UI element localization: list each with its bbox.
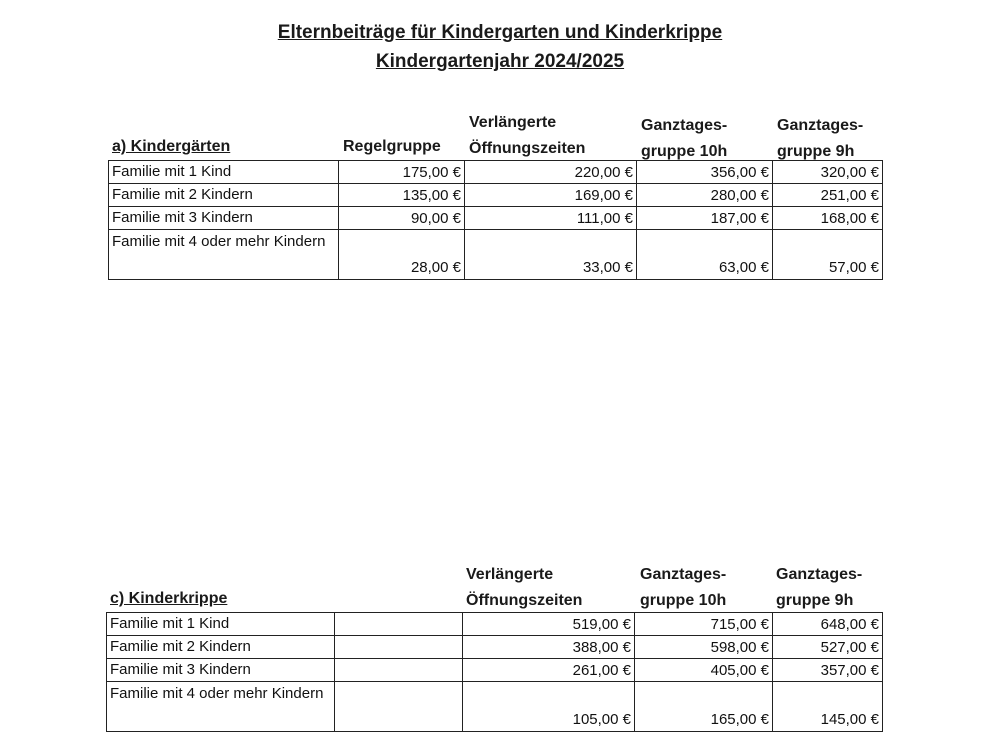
col-header-regelgruppe: Regelgruppe xyxy=(343,138,441,155)
row-label: Familie mit 2 Kindern xyxy=(109,184,339,207)
table-row xyxy=(109,161,883,184)
cell-ganztag10: 280,00 € xyxy=(637,184,773,207)
col-header-ganztag10-line2: gruppe 10h xyxy=(641,143,728,160)
kindergarten-table xyxy=(108,160,883,280)
cell-ganztag10: 187,00 € xyxy=(637,207,773,230)
cell-ganztag10: 165,00 € xyxy=(635,682,773,732)
row-label: Familie mit 3 Kindern xyxy=(109,207,339,230)
cell-ganztag10: 63,00 € xyxy=(637,230,773,280)
cell-verlaengerte: 220,00 € xyxy=(465,161,637,184)
cell-regelgruppe: 135,00 € xyxy=(339,184,465,207)
col-header-verlaengerte-line1: Verlängerte xyxy=(466,566,554,583)
col-header-verlaengerte-line2: Öffnungszeiten xyxy=(466,592,583,609)
row-label: Familie mit 4 oder mehr Kindern xyxy=(109,230,339,280)
cell-empty xyxy=(335,659,463,682)
cell-ganztag10: 356,00 € xyxy=(637,161,773,184)
col-header-ganztag10-line2: gruppe 10h xyxy=(640,592,727,609)
table-row xyxy=(109,230,883,280)
cell-empty xyxy=(335,613,463,636)
row-label: Familie mit 1 Kind xyxy=(107,613,335,636)
cell-ganztag9: 320,00 € xyxy=(773,161,883,184)
cell-ganztag9: 357,00 € xyxy=(773,659,883,682)
col-header-ganztag9-line1: Ganztages- xyxy=(776,566,863,583)
cell-regelgruppe: 175,00 € xyxy=(339,161,465,184)
document-title xyxy=(0,18,1000,76)
cell-empty xyxy=(335,682,463,732)
row-label: Familie mit 3 Kindern xyxy=(107,659,335,682)
row-label: Familie mit 4 oder mehr Kindern xyxy=(107,682,335,732)
cell-regelgruppe: 28,00 € xyxy=(339,230,465,280)
cell-regelgruppe: 90,00 € xyxy=(339,207,465,230)
cell-verlaengerte: 33,00 € xyxy=(465,230,637,280)
table-row xyxy=(109,207,883,230)
title-line-1: Elternbeiträge für Kindergarten und Kinderkrippe xyxy=(277,22,723,43)
table-row xyxy=(109,184,883,207)
col-header-ganztag10-line1: Ganztages- xyxy=(640,566,727,583)
cell-ganztag10: 598,00 € xyxy=(635,636,773,659)
col-header-verlaengerte-line2: Öffnungszeiten xyxy=(469,140,586,157)
cell-ganztag10: 715,00 € xyxy=(635,613,773,636)
col-header-ganztag9-line1: Ganztages- xyxy=(777,117,864,134)
cell-ganztag9: 168,00 € xyxy=(773,207,883,230)
col-header-ganztag10-line1: Ganztages- xyxy=(641,117,728,134)
cell-verlaengerte: 519,00 € xyxy=(463,613,635,636)
cell-ganztag9: 648,00 € xyxy=(773,613,883,636)
col-header-ganztag9-line2: gruppe 9h xyxy=(777,143,855,160)
row-label: Familie mit 1 Kind xyxy=(109,161,339,184)
cell-ganztag9: 527,00 € xyxy=(773,636,883,659)
title-line-2: Kindergartenjahr 2024/2025 xyxy=(375,51,625,72)
cell-ganztag9: 145,00 € xyxy=(773,682,883,732)
cell-verlaengerte: 169,00 € xyxy=(465,184,637,207)
table-row xyxy=(107,636,883,659)
col-header-ganztag9-line2: gruppe 9h xyxy=(776,592,854,609)
table-row xyxy=(107,613,883,636)
cell-verlaengerte: 388,00 € xyxy=(463,636,635,659)
cell-verlaengerte: 111,00 € xyxy=(465,207,637,230)
kindergarten-heading: a) Kindergärten xyxy=(112,138,231,155)
cell-ganztag10: 405,00 € xyxy=(635,659,773,682)
cell-ganztag9: 251,00 € xyxy=(773,184,883,207)
cell-verlaengerte: 261,00 € xyxy=(463,659,635,682)
table-row xyxy=(107,682,883,732)
cell-ganztag9: 57,00 € xyxy=(773,230,883,280)
cell-verlaengerte: 105,00 € xyxy=(463,682,635,732)
table-row xyxy=(107,659,883,682)
krippe-heading: c) Kinderkrippe xyxy=(110,590,228,607)
row-label: Familie mit 2 Kindern xyxy=(107,636,335,659)
cell-empty xyxy=(335,636,463,659)
krippe-table xyxy=(106,612,883,732)
col-header-verlaengerte-line1: Verlängerte xyxy=(469,114,557,131)
